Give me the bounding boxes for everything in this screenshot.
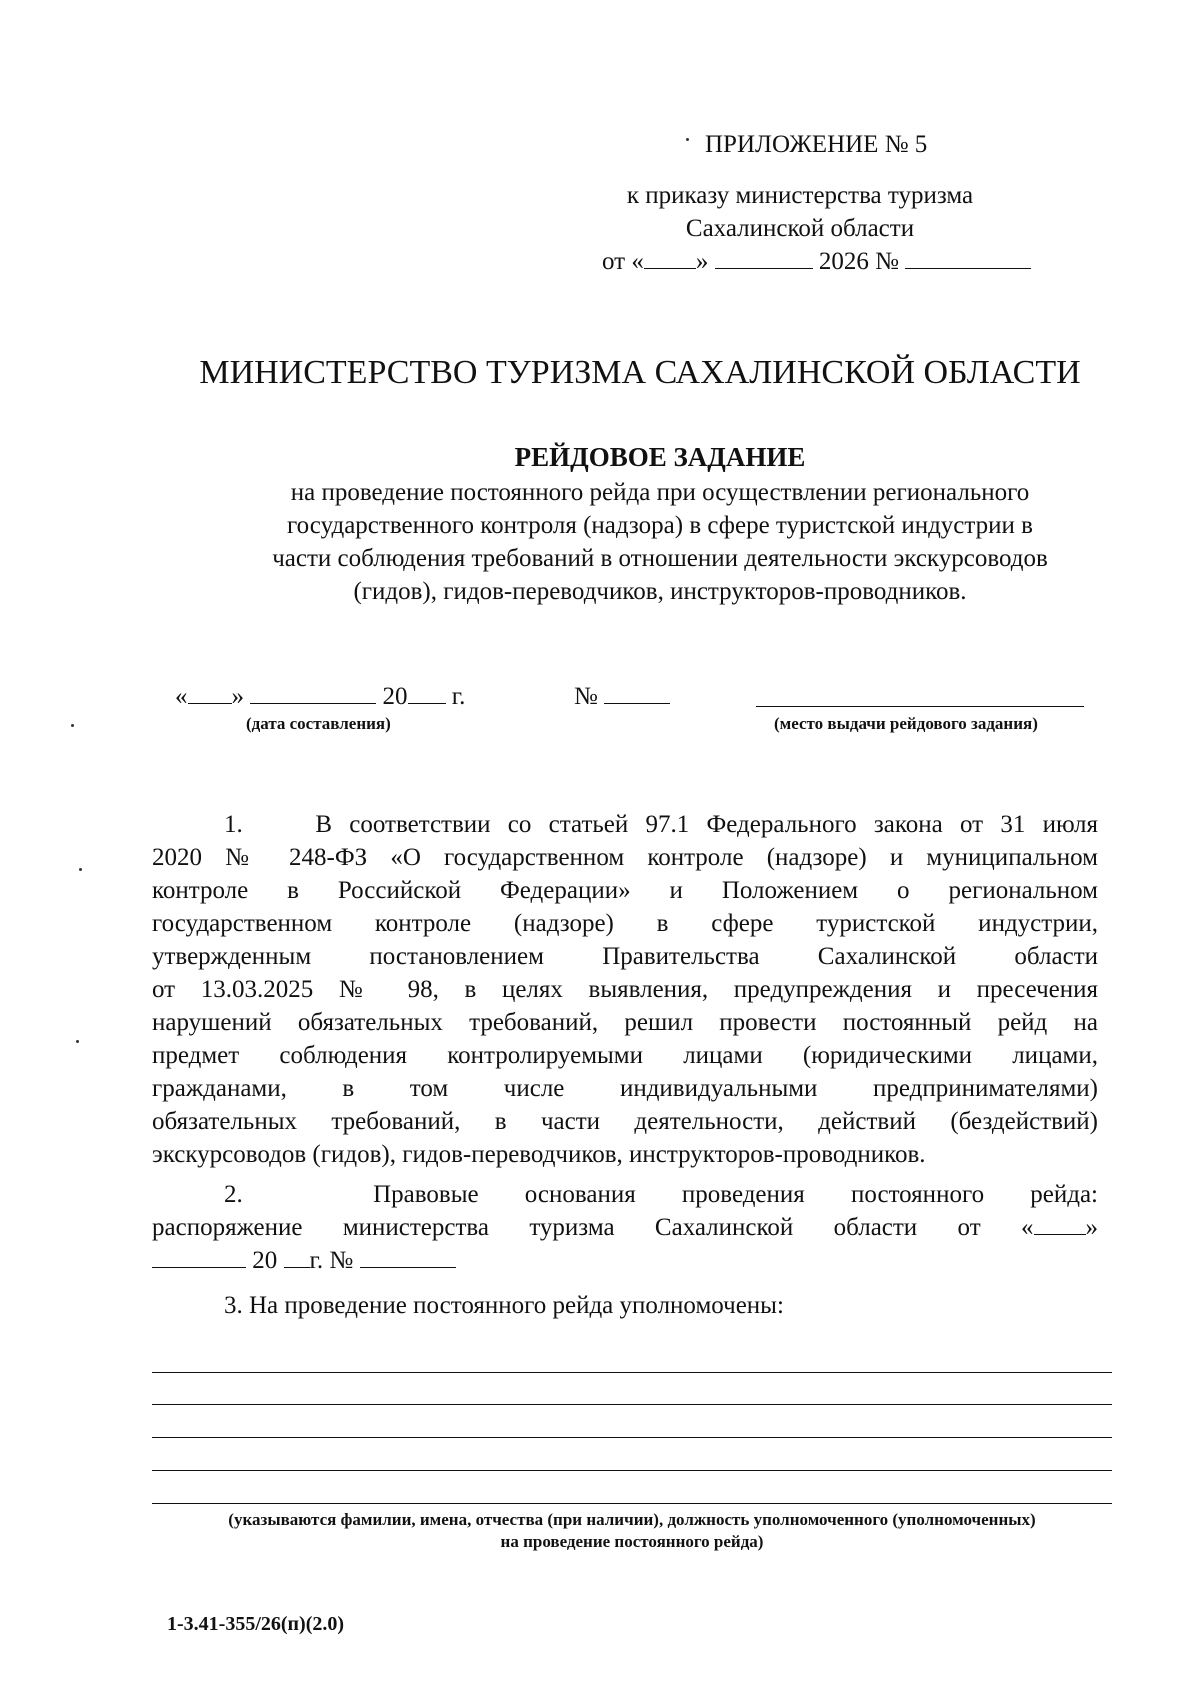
appendix-date-year: 2026 № [818,248,899,275]
month-blank [715,246,813,269]
compile-year-suffix: г. [451,683,466,710]
day-blank [644,246,696,269]
item-2-second-line [152,1211,1098,1244]
task-title: РЕЙДОВОЕ ЗАДАНИЕ [514,442,806,472]
task-subtitle-line: на проведение постоянного рейда при осуществлении регионального [290,479,1030,506]
task-subtitle [160,476,1160,608]
item-2-third-line [152,1244,1098,1277]
place-blank [756,706,1084,707]
compile-date-line [175,681,465,712]
authorized-blank-line [152,1437,1112,1438]
item-2 [152,1178,1098,1277]
item-1-line: контроле в Российской Федерации» и Положением о региональном [152,877,1098,904]
appendix-title: ПРИЛОЖЕНИЕ № 5 [705,131,928,158]
item-1-line: гражданами, в том числе индивидуальными предпринимателями) [152,1075,1098,1102]
date-caption: (дата составления) [246,714,391,733]
order-day-blank [1034,1212,1086,1235]
item-1-line: государственном контроле (надзоре) в сфере туристской индустрии, [152,910,1098,937]
scan-speck [79,868,82,871]
appendix-line-1: к приказу министерства туризма [626,182,974,209]
item-2-first-line [152,1178,1098,1211]
task-subtitle-line: государственного контроля (надзора) в сфере туристской индустрии в [287,512,1033,539]
task-subtitle-line: части соблюдения требований в отношении деятельности экскурсоводов [272,545,1048,572]
place-caption: (место выдачи рейдового задания) [774,714,1038,733]
task-number-blank [604,681,670,704]
scan-speck [686,138,689,141]
authorized-caption-line: на проведение постоянного рейда) [500,1532,764,1551]
item-2-number-sign: г. № [309,1247,354,1274]
quote-close: » [231,683,244,710]
appendix-date-line [602,246,1031,277]
compile-month-blank [250,681,376,704]
order-month-blank [152,1245,246,1268]
compile-year-blank [408,681,446,704]
appendix-date-prefix: от « [602,248,644,275]
item-1-number: 1. [224,811,243,838]
item-2-line: Правовые основания проведения постоянного рейда: [373,1181,1098,1208]
appendix-line-2: Сахалинской области [685,215,915,242]
order-number-blank [905,246,1031,269]
item-2-quote-close: » [1085,1214,1098,1241]
appendix-date-mid: » [695,248,709,275]
item-1-line: от 13.03.2025 № 98, в целях выявления, предупреждения и пресечения [152,976,1098,1003]
authorized-blank-line [152,1372,1112,1373]
authorized-caption [152,1509,1112,1553]
authorized-blank-line [152,1470,1112,1471]
item-1-line: В соответствии со статьей 97.1 Федерального закона от 31 июля [315,811,1099,838]
item-1-line: предмет соблюдения контролируемыми лицами (юридическими лицами, [152,1042,1098,1069]
item-2-number: 2. [224,1181,243,1208]
compile-day-blank [188,681,232,704]
item-1-last-line: экскурсоводов (гидов), гидов-переводчиков, инструкторов-проводников. [152,1141,926,1168]
document-code: 1-3.41-355/26(п)(2.0) [167,1613,345,1635]
compile-year: 20 [382,683,408,710]
item-1 [152,808,1098,1171]
ministry-heading: МИНИСТЕРСТВО ТУРИЗМА САХАЛИНСКОЙ ОБЛАСТИ [199,354,1081,391]
number-sign: № [574,683,598,710]
authorized-blank-line [152,1503,1112,1504]
item-1-line: утвержденным постановлением Правительства Сахалинской области [152,943,1098,970]
scan-speck [71,724,74,727]
order-year: 20 [252,1247,278,1274]
item-1-line: обязательных требований, в части деятельности, действий (бездействий) [152,1108,1098,1135]
quote-open: « [175,683,188,710]
item-3: 3. На проведение постоянного рейда уполномочены: [224,1292,784,1319]
order-number-blank [360,1245,456,1268]
item-1-line: нарушений обязательных требований, решил провести постоянный рейд на [152,1009,1098,1036]
scan-speck [76,1040,79,1043]
task-number-line [574,681,670,712]
authorized-caption-line: (указываются фамилии, имена, отчества (при наличии), должность уполномоченного (уполномоченных) [228,1510,1036,1529]
item-1-line: 2020 № 248-ФЗ «О государственном контроле (надзоре) и муниципальном [152,844,1098,871]
order-year-blank [284,1245,310,1268]
item-2-line: распоряжение министерства туризма Сахалинской области от « [152,1214,1034,1241]
item-1-first-line [152,808,1098,841]
task-subtitle-line: (гидов), гидов-переводчиков, инструкторов-проводников. [353,578,967,605]
authorized-blank-line [152,1404,1112,1405]
